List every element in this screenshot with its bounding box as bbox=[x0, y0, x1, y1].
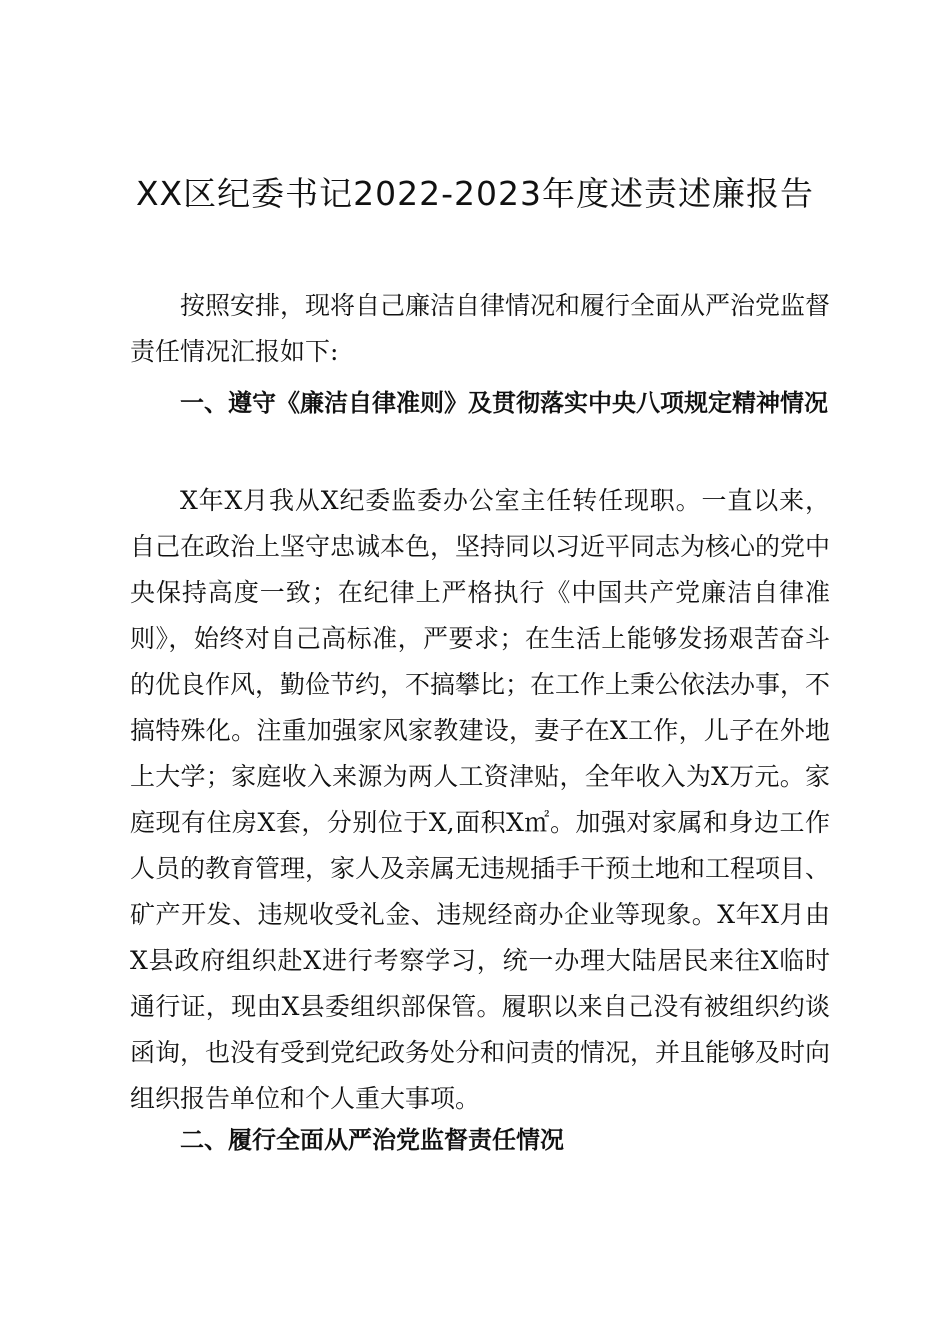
section-1-paragraph: X年X月我从X纪委监委办公室主任转任现职。一直以来，自己在政治上坚守忠诚本色，坚持同以习近平同志为核心的党中央保持高度一致；在纪律上严格执行《中国共产党廉洁自律准则》，始终对自己高标准，严要求；在生活上能够发扬艰苦奋斗的优良作风，勤俭节约，不搞攀比；在工作上秉公依法办事，不搞特殊化。注重加强家风家教建设，妻子在X工作，儿子在外地上大学；家庭收入来源为两人工资津贴，全年收入为X万元。家庭现有住房X套，分别位于X,面积X㎡。加强对家属和身边工作人员的教育管理，家人及亲属无违规插手干预土地和工程项目、矿产开发、违规收受礼金、违规经商办企业等现象。X年X月由X县政府组织赴X进行考察学习，统一办理大陆居民来往X临时通行证，现由X县委组织部保管。履职以来自己没有被组织约谈函询，也没有受到党纪政务处分和问责的情况，并且能够及时向组织报告单位和个人重大事项。 bbox=[130, 486, 831, 1113]
section-heading-2: 二、履行全面从严治党监督责任情况 bbox=[180, 1126, 564, 1154]
section-heading-1: 一、遵守《廉洁自律准则》及贯彻落实中央八项规定精神情况 bbox=[180, 389, 828, 417]
document-title: XX区纪委书记2022-2023年度述责述廉报告 bbox=[135, 174, 815, 213]
intro-paragraph: 按照安排，现将自己廉洁自律情况和履行全面从严治党监督责任情况汇报如下: bbox=[130, 291, 831, 366]
